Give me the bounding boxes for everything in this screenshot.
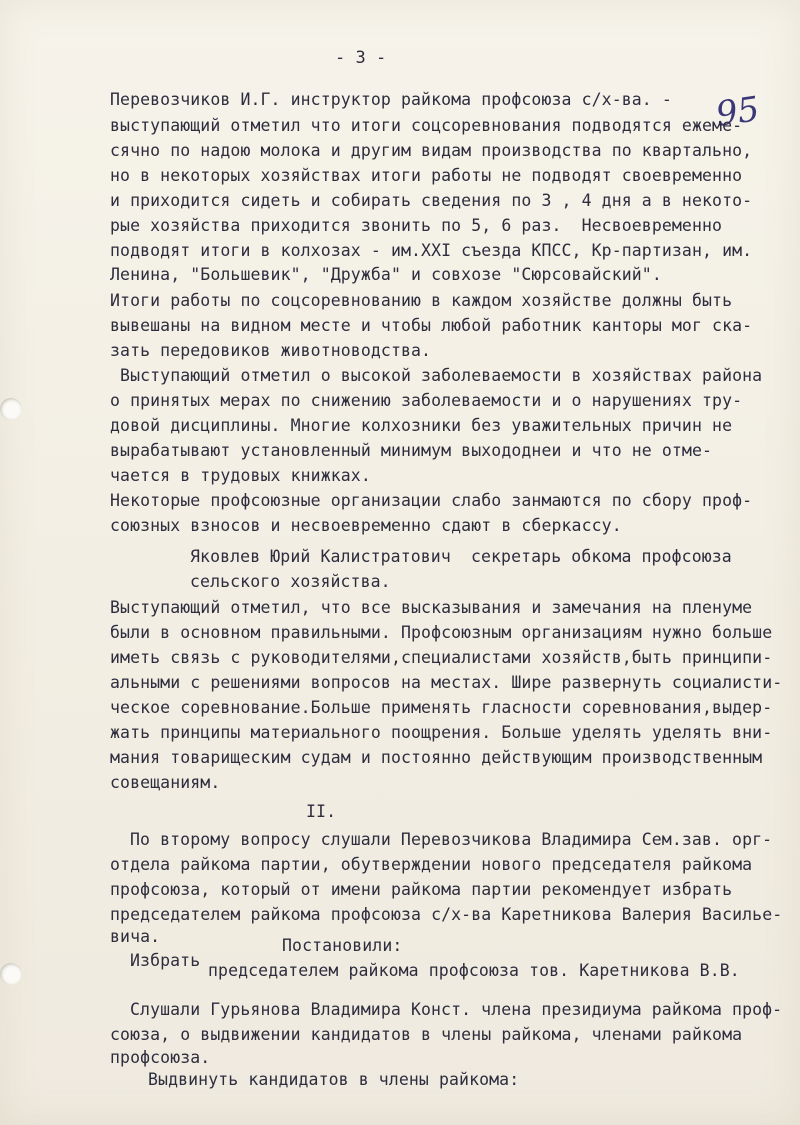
text-line: Перевозчиков И.Г. инструктор райкома профсоюза с/х-ва. - (110, 90, 672, 109)
text-line: По второму вопросу слушали Перевозчикова Владимира Сем.зав. орг- (130, 830, 773, 849)
text-line: довой дисциплины. Многие колхозники без уважительных причин не (110, 416, 733, 435)
speaker-title: сельского хозяйства. (190, 572, 391, 591)
text-line: председателем райкома профсоюза с/х-ва Каретникова Валерия Василье- (110, 905, 783, 924)
text-line: сячно по надою молока и другим видам производства по квартально, (110, 141, 753, 160)
text-line: профсоюза. (110, 1048, 211, 1067)
text-line: Итоги работы по соцсоревнованию в каждом хозяйстве должны быть (110, 291, 733, 310)
text-line: рые хозяйства приходится звонить по 5, 6 раз. Несвоевременно (110, 216, 723, 235)
text-line: чается в трудовых книжках. (110, 466, 371, 485)
punch-hole (0, 963, 22, 985)
text-line: были в основном правильными. Профсоюзным организациям нужно больше (110, 623, 773, 642)
resolution-heading: Постановили: (282, 936, 403, 955)
page-number: - 3 - (335, 48, 387, 68)
text-line: ческое соревнование.Больше применять гласности соревнования,выдер- (110, 698, 773, 717)
text-line: союзных взносов и несвоевременно сдают в сберкассу. (110, 516, 622, 535)
text-line: вывешаны на видном месте и чтобы любой работник канторы мог ска- (110, 316, 753, 335)
text-line: альными с решениями вопросов на местах. Шире развернуть социалисти- (110, 673, 783, 692)
text-line: Выступающий отметил, что все высказывания и замечания на пленуме (110, 598, 753, 617)
text-line: о принятых мерах по снижению заболеваемости и о нарушениях тру- (110, 391, 743, 410)
handwritten-folio-number: 95 (713, 89, 762, 135)
text-line: Слушали Гурьянова Владимира Конст. члена президиума райкома проф- (130, 1000, 783, 1019)
text-line: подводят итоги в колхозах - им.XXI съезда КПСС, Кр-партизан, им. (110, 241, 753, 260)
text-line: Выдвинуть кандидатов в члены райкома: (148, 1070, 520, 1089)
text-line: но в некоторых хозяйствах итоги работы не подводят своевременно (110, 166, 743, 185)
text-line: Выступающий отметил о высокой заболеваемости в хозяйствах района (110, 366, 763, 385)
text-line: председателем райкома профсоюза тов. Каретникова В.В. (208, 961, 740, 980)
text-line: выступающий отметил что итоги соцсоревнования подводятся ежеме- (110, 116, 743, 135)
text-line: жать принципы материального поощрения. Больше уделять уделять вни- (110, 723, 773, 742)
text-line: зать передовиков животноводства. (110, 341, 432, 360)
text-line: вича. (110, 927, 161, 946)
punch-hole (0, 398, 22, 420)
speaker-name: Яковлев Юрий Калистратович секретарь обкома профсоюза (190, 547, 732, 566)
text-line: вырабатывают установленный минимум выхододнеи и что не отме- (110, 441, 713, 460)
text-line: Некоторые профсоюзные организации слабо занмаются по сбору проф- (110, 491, 753, 510)
text-line: союза, о выдвижении кандидатов в члены райкома, членами райкома (110, 1025, 743, 1044)
text-line: совещаниям. (110, 773, 221, 792)
text-line: Ленина, "Большевик", "Дружба" и совхозе "Сюрсовайский". (110, 265, 662, 284)
text-line: профсоюза, который от имени райкома партии рекомендует избрать (110, 880, 733, 899)
text-line: иметь связь с руководителями,специалистами хозяйств,быть принципи- (110, 648, 773, 667)
text-line: и приходится сидеть и собирать сведения по 3 , 4 дня а в некото- (110, 191, 753, 210)
text-line: отдела райкома партии, обутверждении нового председателя райкома (110, 855, 753, 874)
text-line: мания товарищеским судам и постоянно действующим производственным (110, 748, 763, 767)
text-line: Избрать (130, 951, 201, 970)
section-heading: II. (306, 802, 337, 821)
